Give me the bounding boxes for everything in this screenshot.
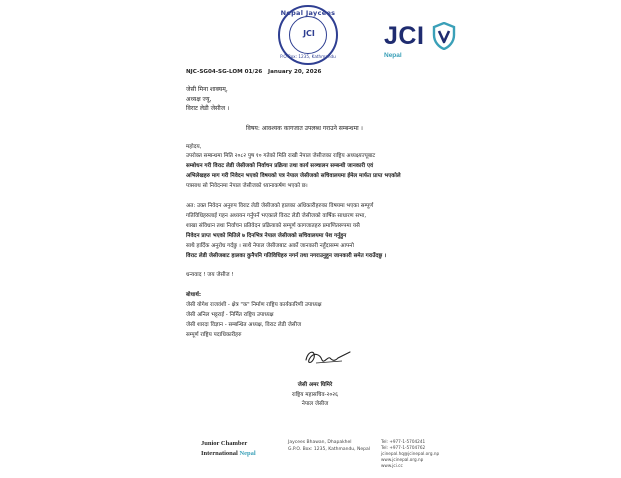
cc-item: जेसी अनिल भट्टराई - निर्मित राष्ट्रिय उपाध्यक्ष (186, 312, 274, 318)
seal-top-text: Nepal Jaycees (280, 9, 336, 17)
paragraph-1-line: सम्बोधन गरी विराट लेडी जेसीजको निर्वाचन प्रक्रिया तथा कार्य सञ्चालन सम्बन्धी जानकारी एवं (186, 163, 374, 169)
footer-org-line2 (201, 450, 256, 457)
cc-item: सम्पूर्ण राष्ट्रिय पदाधिकारीहरु (186, 332, 242, 338)
paragraph-1-line: अभिलेखहरु माग गरी निवेदन भएको विषयको पत्र नेपाल जेसीजको सचिवालयमा ईमेल मार्फत प्राप्त भएकोले (186, 173, 401, 179)
letter-date: January 20, 2026 (268, 69, 322, 75)
footer-email: jcinepal.hq@jcinepal.org.np (381, 451, 440, 456)
seal-mark: JCI (303, 29, 315, 38)
footer-address-1: Jaycees Bhawan, Dhapakhel (288, 440, 352, 445)
jci-shield-icon (432, 22, 456, 50)
cc-item: जेसी शारदा विज्ञान - सम्बन्धित अध्यक्ष, विराट लेडी जेसीज (186, 322, 302, 328)
nepal-jaycees-seal (278, 5, 338, 65)
paragraph-2-line: अत: उक्त निवेदन अनुरुप विराट लेडी जेसीजको हालका अधिकारीहरुका विषयमा भएका सम्पूर्ण (186, 203, 374, 209)
signer-title: राष्ट्रिय महासचिव-२०२६ (291, 392, 338, 398)
recipient-name: जेसी मिना शाक्यम्, (186, 86, 228, 93)
recipient-org: विराट लेडी जेसीज । (186, 105, 230, 112)
salutation: महोदय, (186, 144, 202, 150)
seal-bottom-text: P.O.Box: 1235, Kathmandu (280, 54, 336, 59)
jci-logo-subtitle: Nepal (384, 52, 402, 59)
recipient-title: अध्यक्ष ज्यू, (186, 96, 212, 103)
paragraph-1-line: पत्रसाथ सो निवेदनमा नेपाल जेसीजको ध्यानाकर्षण भएको छ। (186, 183, 308, 189)
footer-org-line1: Junior Chamber (201, 440, 248, 447)
footer-tel-2: Tel: +977-1-5704762 (381, 445, 426, 450)
footer-address-2: G.P.O. Box: 1235, Kathmandu, Nepal (288, 447, 371, 452)
footer-web-1: www.jcinepal.org.np (381, 457, 424, 462)
paragraph-2-line: गतिविधिहरुलाई गहन अध्ययन गर्नुपर्ने भएकाले विराट लेडी जेसीजको वार्षिक साधारण सभा, (186, 213, 367, 219)
cc-item: जेसी योगेश राजवंशी - क्षेत्र "क" निर्माण राष्ट्रिय कार्यकारिणी उपाध्यक्ष (186, 302, 322, 308)
cc-label: बोधार्थ: (186, 292, 202, 298)
footer-org-international: International (201, 450, 238, 457)
signer-org: नेपाल जेसीज (301, 401, 329, 407)
footer-org-nepal: Nepal (239, 450, 256, 457)
subject-line: विषय: आवश्यक कागजात उपलब्ध गराउने सम्बन्धमा । (246, 125, 363, 132)
reference-number: NJC-SG04-SG-LOM 01/26 (186, 69, 263, 75)
closing-thanks: धन्यवाद ! जय जेसीज ! (186, 272, 234, 278)
jci-logo-text: JCI (384, 22, 425, 50)
footer-tel-1: Tel: +977-1-5704241 (381, 439, 426, 444)
paragraph-2-line: विराट लेडी जेसीजबाट हालका कुनैपनि गतिविधिहरु नगर्न तथा नगराउनुहुन जानकारी समेत गराउँदछु । (186, 253, 387, 259)
footer-web-2: www.jci.cc (381, 463, 403, 468)
paragraph-2-line: साथै हार्दिक अनुरोध गर्दछु । साथै नेपाल जेसीजबाट अर्को जानकारी नहुँदासम्म आफ्नो (186, 243, 354, 249)
paragraph-1-line: उपरोक्त सम्बन्धमा मिति २०८२ पुष १० गतेको मिति राखी नेपाल जेसीजका राष्ट्रिय अध्यक्ष्यज्यूबाट (186, 153, 376, 159)
signer-name: जेसी अमर घिमिरे (297, 382, 333, 388)
paragraph-2-line: शाखा संविधान तथा निर्वाचन प्रतिवेदन प्रक्रियाको सम्पूर्ण कागजातहरु प्रमाणितरूपमा यसै (186, 223, 360, 229)
handwritten-signature (302, 346, 352, 368)
paragraph-2-line: निवेदन प्राप्त भएको मितिले ७ दिनभित्र नेपाल जेसीजको सचिवालयमा पेश गर्नुहुन (186, 233, 347, 239)
